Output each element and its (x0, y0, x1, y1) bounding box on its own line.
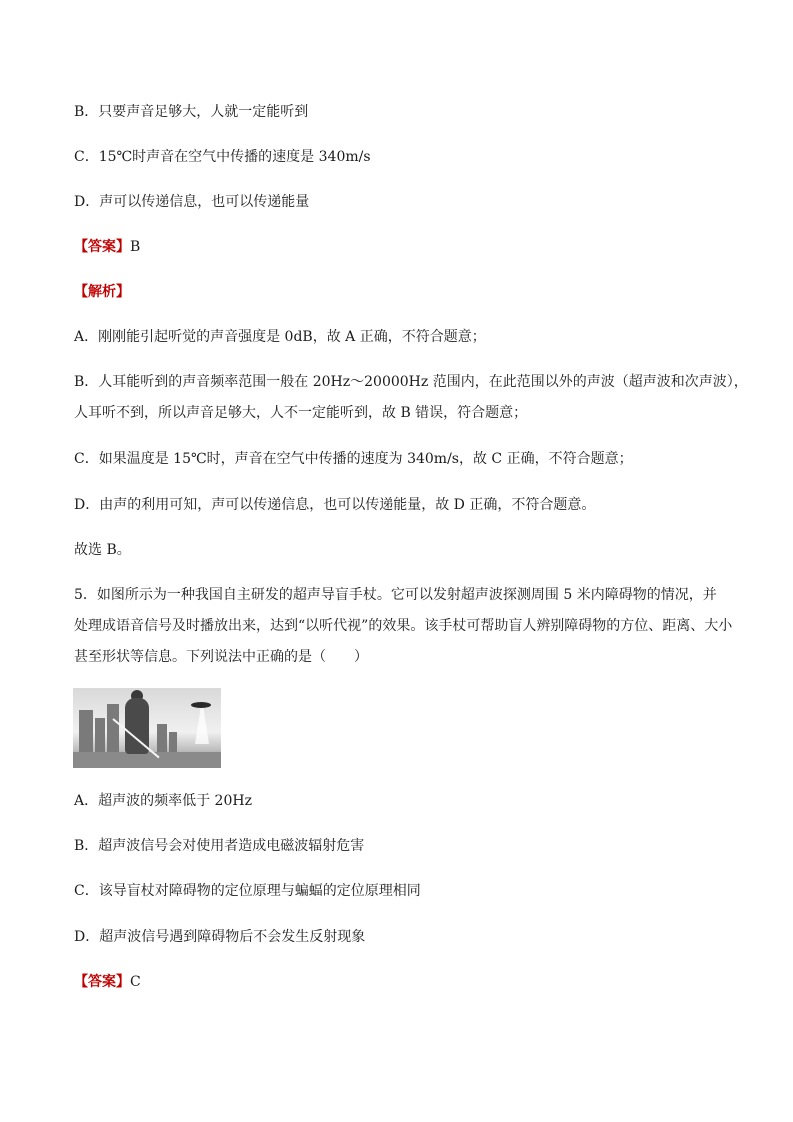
explanation-a: A．刚刚能引起听觉的声音强度是 0dB，故 A 正确，不符合题意； (74, 329, 486, 345)
question-5-line1: 5．如图所示为一种我国自主研发的超声导盲手杖。它可以发射超声波探测周围 5 米内障碍物的情况，并 (74, 587, 717, 603)
answer-q5 (74, 973, 141, 991)
conclusion: 故选 B。 (74, 542, 131, 558)
answer-q4 (74, 238, 140, 256)
answer-label: 【答案】 (74, 239, 130, 255)
q5-option-d: D．超声波信号遇到障碍物后不会发生反射现象 (74, 929, 366, 945)
analysis-q4 (74, 283, 130, 301)
answer-value: B (130, 239, 141, 255)
q5-option-b: B．超声波信号会对使用者造成电磁波辐射危害 (74, 838, 365, 854)
analysis-label: 【解析】 (74, 284, 130, 300)
answer-label: 【答案】 (74, 974, 130, 990)
option-d: D．声可以传递信息，也可以传递能量 (74, 194, 310, 210)
question-5-line2: 处理成语音信号及时播放出来，达到“以听代视”的效果。该手杖可帮助盲人辨别障碍物的方位、距离、大小 (74, 618, 733, 634)
answer-value: C (130, 974, 141, 990)
explanation-b-line1: B．人耳能听到的声音频率范围一般在 20Hz～20000Hz 范围内，在此范围以外的声波（超声波和次声波）， (74, 374, 748, 390)
option-c: C．15℃时声音在空气中传播的速度是 340m/s (74, 149, 371, 165)
explanation-b-line2: 人耳听不到，所以声音足够大，人不一定能听到，故 B 错误，符合题意； (74, 405, 528, 421)
cane-photo (73, 688, 221, 768)
explanation-c: C．如果温度是 15℃时，声音在空气中传播的速度为 340m/s，故 C 正确，不符合题意； (74, 451, 633, 467)
option-b: B．只要声音足够大，人就一定能听到 (74, 104, 309, 120)
explanation-d: D．由声的利用可知，声可以传递信息，也可以传递能量，故 D 正确，不符合题意。 (74, 497, 596, 513)
question-5-line3: 甚至形状等信息。下列说法中正确的是（ ） (74, 649, 368, 665)
q5-option-c: C．该导盲杖对障碍物的定位原理与蝙蝠的定位原理相同 (74, 883, 421, 899)
q5-option-a: A．超声波的频率低于 20Hz (74, 793, 252, 809)
